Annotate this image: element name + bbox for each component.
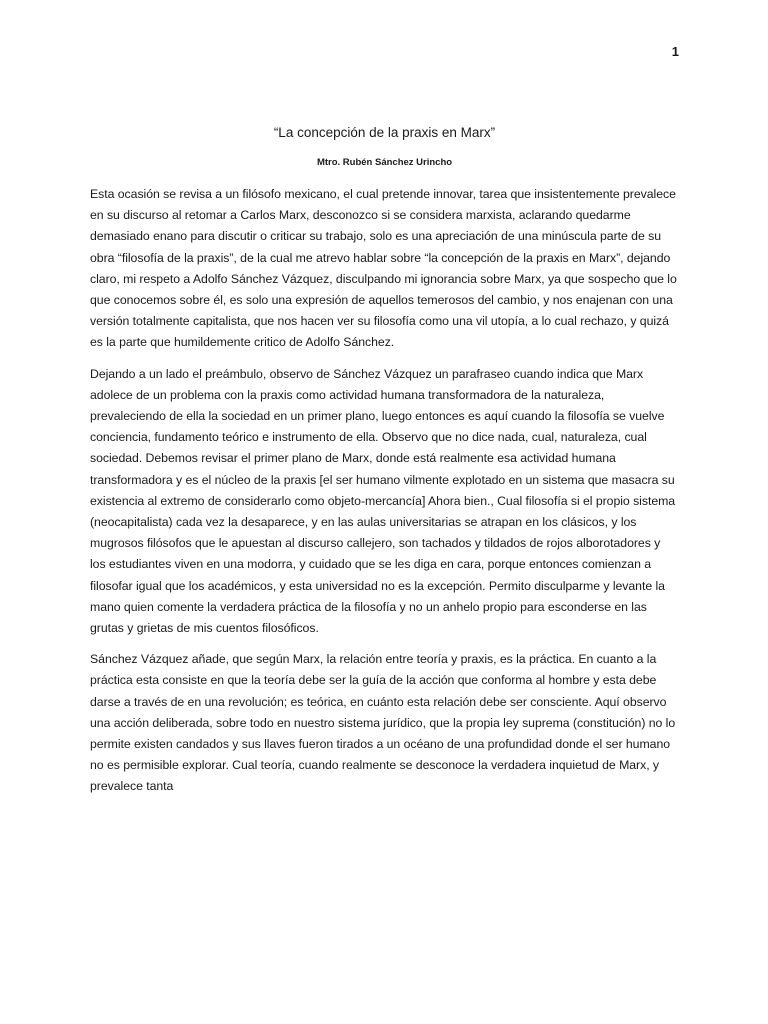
page-number: 1 [671, 44, 679, 59]
body-paragraph: Dejando a un lado el preámbulo, observo de Sánchez Vázquez un parafraseo cuando indica que Marx adolece de un problema con la praxis como actividad humana transformadora de la naturaleza, prevaleciendo de ella la sociedad en un primer plano, luego entonces es aquí cuando la filosofía se vuelve conciencia, fundamento teórico e instrumento de ella. Observo que no dice nada, cual, naturaleza, cual sociedad. Debemos revisar el primer plano de Marx, donde está realmente esa actividad humana transformadora y es el núcleo de la praxis [el ser humano vilmente explotado en un sistema que masacra su existencia al extremo de considerarlo como objeto-mercancía] Ahora bien., Cual filosofía si el propio sistema (neocapitalista) cada vez la desaparece, y en las aulas universitarias se atrapan en los clásicos, y los mugrosos filósofos que le apuestan al discurso callejero, son tachados y tildados de rojos alborotadores y los estudiantes viven en una modorra, y cuidado que se les diga en cara, porque entonces comienzan a filosofar igual que los académicos, y esta universidad no es la excepción. Permito disculparme y levante la mano quien comente la verdadera práctica de la filosofía y no un anhelo propio para esconderse en las grutas y grietas de mis cuentos filosóficos. [90, 366, 676, 636]
author-line: Mtro. Rubén Sánchez Urincho [316, 157, 453, 168]
body-paragraph: Esta ocasión se revisa a un filósofo mexicano, el cual pretende innovar, tarea que insistentemente prevalece en su discurso al retomar a Carlos Marx, desconozco si se considera marxista, aclarando quedarme demasiado enano para discutir o criticar su trabajo, solo es una apreciación de una minúscula parte de su obra “filosofía de la praxis”, de la cual me atrevo hablar sobre “la concepción de la praxis en Marx”, dejando claro, mi respeto a Adolfo Sánchez Vázquez, disculpando mi ignorancia sobre Marx, ya que sospecho que lo que conocemos sobre él, es solo una expresión de aquellos temerosos del cambio, y nos enajenan con una versión totalmente capitalista, que nos hacen ver su filosofía como una vil utopía, a lo cual rechazo, y quizá es la parte que humildemente critico de Adolfo Sánchez. [90, 187, 677, 350]
document-body [90, 184, 679, 798]
document-title: “La concepción de la praxis en Marx” [273, 125, 496, 140]
body-paragraph: Sánchez Vázquez añade, que según Marx, la relación entre teoría y praxis, es la práctica. En cuanto a la práctica esta consiste en que la teoría debe ser la guía de la acción que conforma al hombre y esta debe darse a través de en una revolución; es teórica, en cuánto esta relación debe ser consciente. Aquí observo una acción deliberada, sobre todo en nuestro sistema jurídico, que la propia ley suprema (constitución) no lo permite existen candados y sus llaves fueron tirados a un océano de una profundidad donde el ser humano no es permisible explorar. Cual teoría, cuando realmente se desconoce la verdadera inquietud de Marx, y prevalece tanta [90, 652, 676, 794]
